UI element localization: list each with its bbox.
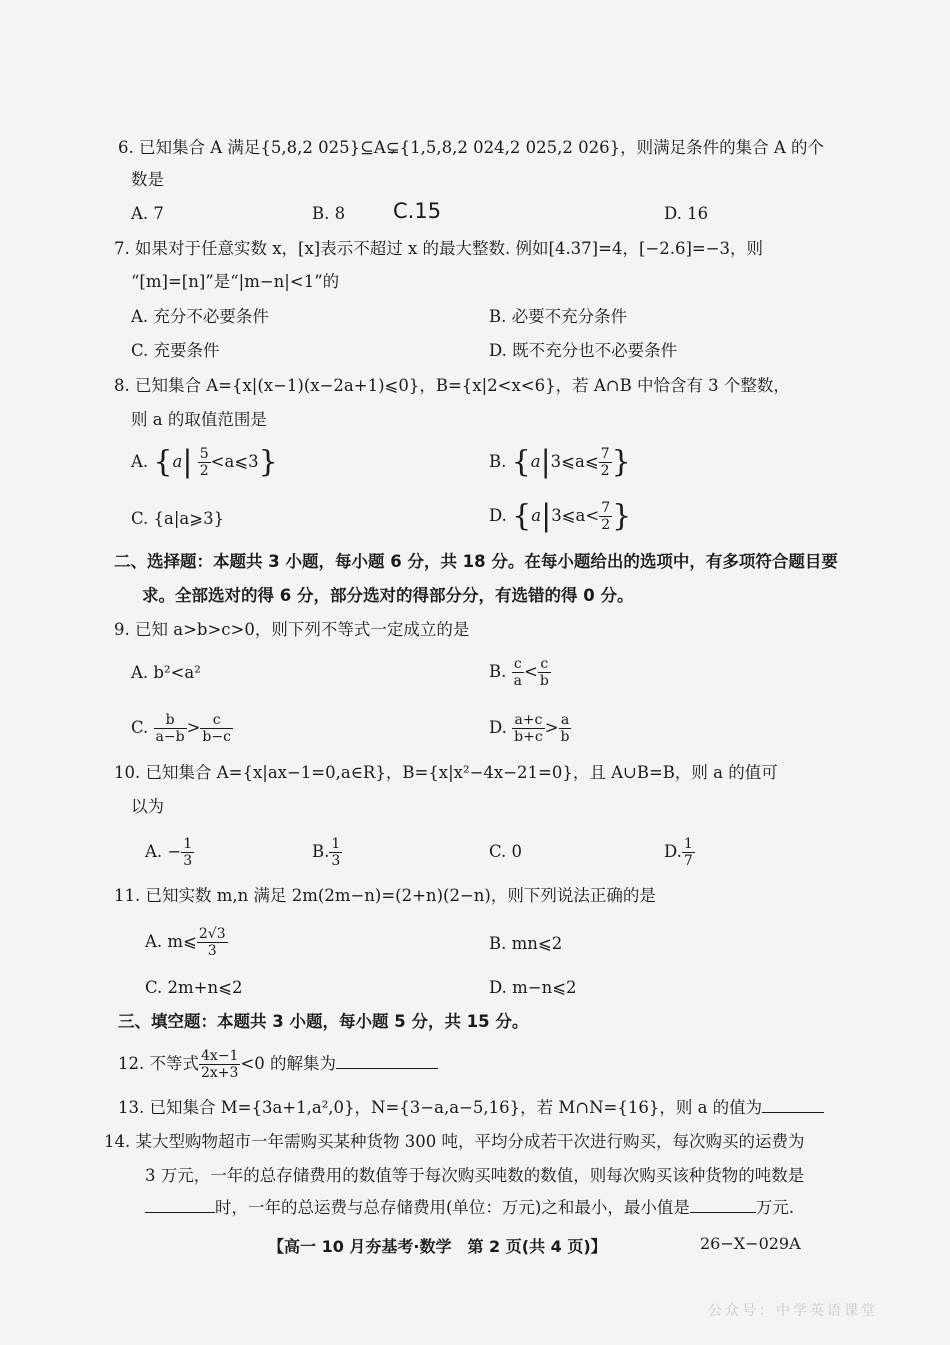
- q10-option-b: [312, 836, 342, 869]
- q11-option-b: B. mn⩽2: [489, 934, 563, 953]
- q10-option-b-label: B.: [312, 842, 330, 861]
- q12-answer-blank[interactable]: [336, 1054, 438, 1069]
- q11-option-a-fraction: $\frac{2√3}{3}$: [198, 926, 226, 959]
- watermark: 公众号：中学英语课堂: [708, 1303, 878, 1319]
- q11-stem: 11. 已知实数 m,n 满足 2m(2m−n)=(2+n)(2−n)，则下列说法正确的是: [114, 886, 656, 905]
- q8-option-d-fraction: $\frac{7}{2}$: [601, 500, 611, 533]
- q10-option-c: C. 0: [489, 842, 523, 861]
- q10-line2: 以为: [131, 797, 164, 816]
- q7-option-d: D. 既不充分也不必要条件: [489, 341, 678, 360]
- section-2-heading-line2: 求。全部选对的得 6 分，部分选对的得部分分，有选错的得 0 分。: [142, 586, 634, 605]
- q12: [118, 1048, 438, 1081]
- q8-option-a: [131, 446, 278, 479]
- q8-option-d-label: D.: [489, 506, 507, 525]
- q8-line1: 8. 已知集合 A={x|(x−1)(x−2a+1)⩽0}，B={x|2<x<6}，若 A∩B 中恰含有 3 个整数，: [114, 376, 790, 395]
- left-brace-icon: {: [511, 444, 531, 480]
- q6-option-b: B. 8: [312, 204, 346, 223]
- q9-option-c: [131, 712, 233, 745]
- q7-line1: 7. 如果对于任意实数 x，[x]表示不超过 x 的最大整数. 例如[4.37]=4，[−2.6]=−3，则: [114, 239, 764, 258]
- right-brace-icon: }: [258, 444, 278, 480]
- q9-option-b-operator: <: [523, 662, 538, 681]
- q9-option-b-label: B.: [489, 662, 507, 681]
- q9-option-d-fraction-1: $\frac{a+c}{b+c}$: [514, 712, 543, 745]
- q9-option-b: [489, 656, 551, 689]
- exam-code: 26−X−029A: [700, 1234, 801, 1253]
- q13: [118, 1096, 824, 1120]
- left-brace-icon: {: [512, 498, 532, 534]
- q6-line1: 6. 已知集合 A 满足{5,8,2 025}⊆A⊊{1,5,8,2 024,2 025,2 026}，则满足条件的集合 A 的个: [118, 138, 825, 157]
- q7-option-c: C. 充要条件: [131, 341, 220, 360]
- q11-option-d: D. m−n⩽2: [489, 978, 577, 997]
- q8-option-b-mid: 3⩽a⩽: [550, 452, 599, 471]
- q10-option-b-fraction: $\frac{1}{3}$: [331, 836, 341, 869]
- q7-option-b: B. 必要不充分条件: [489, 307, 628, 326]
- q10-option-a-label: A. −: [145, 842, 182, 861]
- q10-option-d-fraction: $\frac{1}{7}$: [683, 836, 693, 869]
- q8-option-a-label: A.: [131, 452, 149, 471]
- q7-line2: “[m]=[n]”是“|m−n|<1”的: [131, 272, 340, 291]
- q9-stem: 9. 已知 a>b>c>0，则下列不等式一定成立的是: [114, 620, 470, 639]
- q14-line3-text: 时，一年的总运费与总存储费用(单位：万元)之和最小，最小值是: [215, 1198, 690, 1217]
- right-brace-icon: }: [611, 444, 631, 480]
- q6-option-d: D. 16: [664, 204, 709, 223]
- q8-option-d-mid: 3⩽a<: [551, 506, 600, 525]
- page-footer: 【高一 10 月夯基考·数学 第 2 页(共 4 页)】: [268, 1237, 607, 1256]
- q9-option-c-fraction-2: $\frac{c}{b-c}$: [202, 712, 231, 745]
- section-3-heading: 三、填空题：本题共 3 小题，每小题 5 分，共 15 分。: [118, 1012, 529, 1031]
- q8-option-b-fraction: $\frac{7}{2}$: [600, 446, 610, 479]
- q8-option-a-fraction: $\frac{5}{2}$: [199, 446, 209, 479]
- q6-handwritten-answer: C.15: [393, 199, 442, 223]
- q10-option-d-label: D.: [664, 842, 682, 861]
- q11-option-a: [145, 926, 228, 959]
- q10-option-d: [664, 836, 695, 869]
- q14-answer-blank-1[interactable]: [145, 1198, 215, 1213]
- q6-option-a: A. 7: [131, 204, 164, 223]
- q9-option-c-fraction-1: $\frac{b}{a-b}$: [155, 712, 185, 745]
- q7-option-a: A. 充分不必要条件: [131, 307, 269, 326]
- q12-fraction: $\frac{4x-1}{2x+3}$: [201, 1048, 239, 1081]
- q8-option-b: [489, 446, 631, 479]
- q13-text: 13. 已知集合 M={3a+1,a²,0}，N={3−a,a−5,16}，若 M∩N={16}，则 a 的值为: [118, 1098, 763, 1117]
- q9-option-c-label: C.: [131, 718, 149, 737]
- q8-line2: 则 a 的取值范围是: [131, 410, 267, 429]
- q8-option-b-label: B.: [489, 452, 507, 471]
- bar-icon: |: [182, 444, 193, 480]
- q9-option-b-fraction-1: $\frac{c}{a}$: [513, 656, 522, 689]
- q9-option-d-operator: >: [544, 718, 559, 737]
- q14-line3: [145, 1196, 794, 1220]
- section-2-heading-line1: 二、选择题：本题共 3 小题，每小题 6 分，共 18 分。在每小题给出的选项中，有多项符合题目要: [114, 552, 838, 571]
- left-brace-icon: {: [153, 444, 173, 480]
- q14-line1: 14. 某大型购物超市一年需购买某种货物 300 吨，平均分成若干次进行购买，每次购买的运费为: [104, 1132, 805, 1151]
- q8-option-a-var: a: [172, 452, 183, 471]
- q14-answer-blank-2[interactable]: [690, 1198, 756, 1213]
- bar-icon: |: [541, 498, 552, 534]
- bar-icon: |: [540, 444, 551, 480]
- q8-option-d-var: a: [531, 506, 542, 525]
- q9-option-a: A. b²<a²: [131, 663, 201, 682]
- q11-option-a-label: A. m⩽: [145, 932, 197, 951]
- q11-option-c: C. 2m+n⩽2: [145, 978, 243, 997]
- q9-option-b-fraction-2: $\frac{c}{b}$: [539, 656, 549, 689]
- q12-post: <0 的解集为: [240, 1054, 337, 1073]
- q9-option-d: [489, 712, 571, 745]
- q13-answer-blank[interactable]: [762, 1098, 824, 1113]
- q10-option-a: [145, 836, 194, 869]
- q6-line2: 数是: [131, 170, 164, 189]
- q9-option-c-operator: >: [186, 718, 201, 737]
- q14-line3-unit: 万元.: [755, 1198, 795, 1217]
- q9-option-d-fraction-2: $\frac{a}{b}$: [560, 712, 570, 745]
- q8-option-c: C. {a|a⩾3}: [131, 509, 225, 528]
- q14-line2: 3 万元，一年的总存储费用的数值等于每次购买吨数的数值，则每次购买该种货物的吨数是: [145, 1166, 805, 1185]
- q9-option-d-label: D.: [489, 718, 507, 737]
- q8-option-d: [489, 500, 631, 533]
- q10-line1: 10. 已知集合 A={x|ax−1=0,a∈R}，B={x|x²−4x−21=0}，且 A∪B=B，则 a 的值可: [114, 763, 778, 782]
- q8-option-b-var: a: [530, 452, 541, 471]
- q8-option-a-post: <a⩽3: [210, 452, 259, 471]
- q10-option-a-fraction: $\frac{1}{3}$: [183, 836, 193, 869]
- q12-pre: 12. 不等式: [118, 1054, 199, 1073]
- right-brace-icon: }: [612, 498, 632, 534]
